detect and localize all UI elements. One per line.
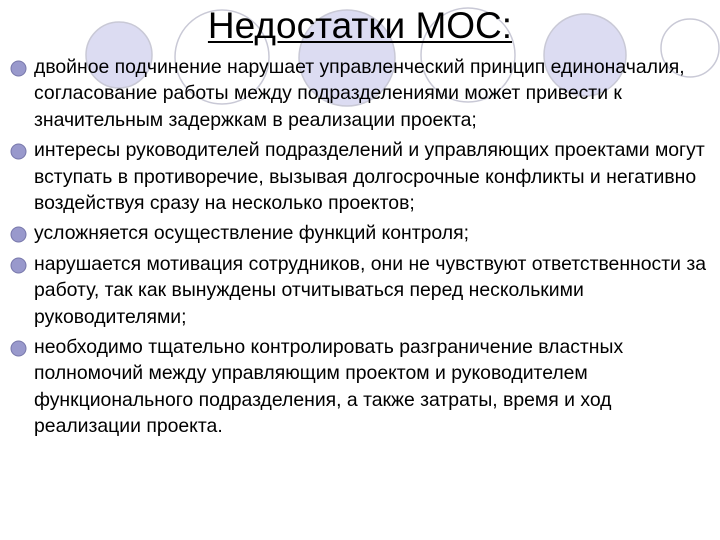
bullet-item	[10, 251, 716, 330]
bullet-item	[10, 334, 716, 440]
bullet-marker-icon	[10, 226, 27, 243]
bullet-text: необходимо тщательно контролировать разграничение властных полномочий между управляющим проектом и руководителем функционального подразделения, а также затраты, время и ход реализации проекта.	[34, 336, 624, 438]
slide-title: Недостатки МОС:	[207, 5, 513, 46]
bullet-marker-icon	[10, 143, 27, 160]
bullet-marker-icon	[10, 60, 27, 77]
bullet-marker-icon	[10, 340, 27, 357]
bullet-item	[10, 137, 716, 216]
bullet-text: усложняется осуществление функций контроля;	[34, 222, 469, 245]
bullet-item	[10, 54, 716, 133]
bullet-text: интересы руководителей подразделений и управляющих проектами могут вступать в противоречие, вызывая долгосрочные конфликты и негативно воздействуя сразу на несколько проектов;	[34, 139, 705, 215]
bullet-text: двойное подчинение нарушает управленческий принцип единоначалия, согласование работы между подразделениями может привести к значительным задержкам в реализации проекта;	[34, 56, 685, 131]
bullet-marker-icon	[10, 257, 27, 274]
bullet-text: нарушается мотивация сотрудников, они не чувствуют ответственности за работу, так как вынуждены отчитываться перед несколькими руководителями;	[34, 252, 707, 328]
bullet-item	[10, 220, 716, 246]
bullet-list	[10, 54, 716, 444]
